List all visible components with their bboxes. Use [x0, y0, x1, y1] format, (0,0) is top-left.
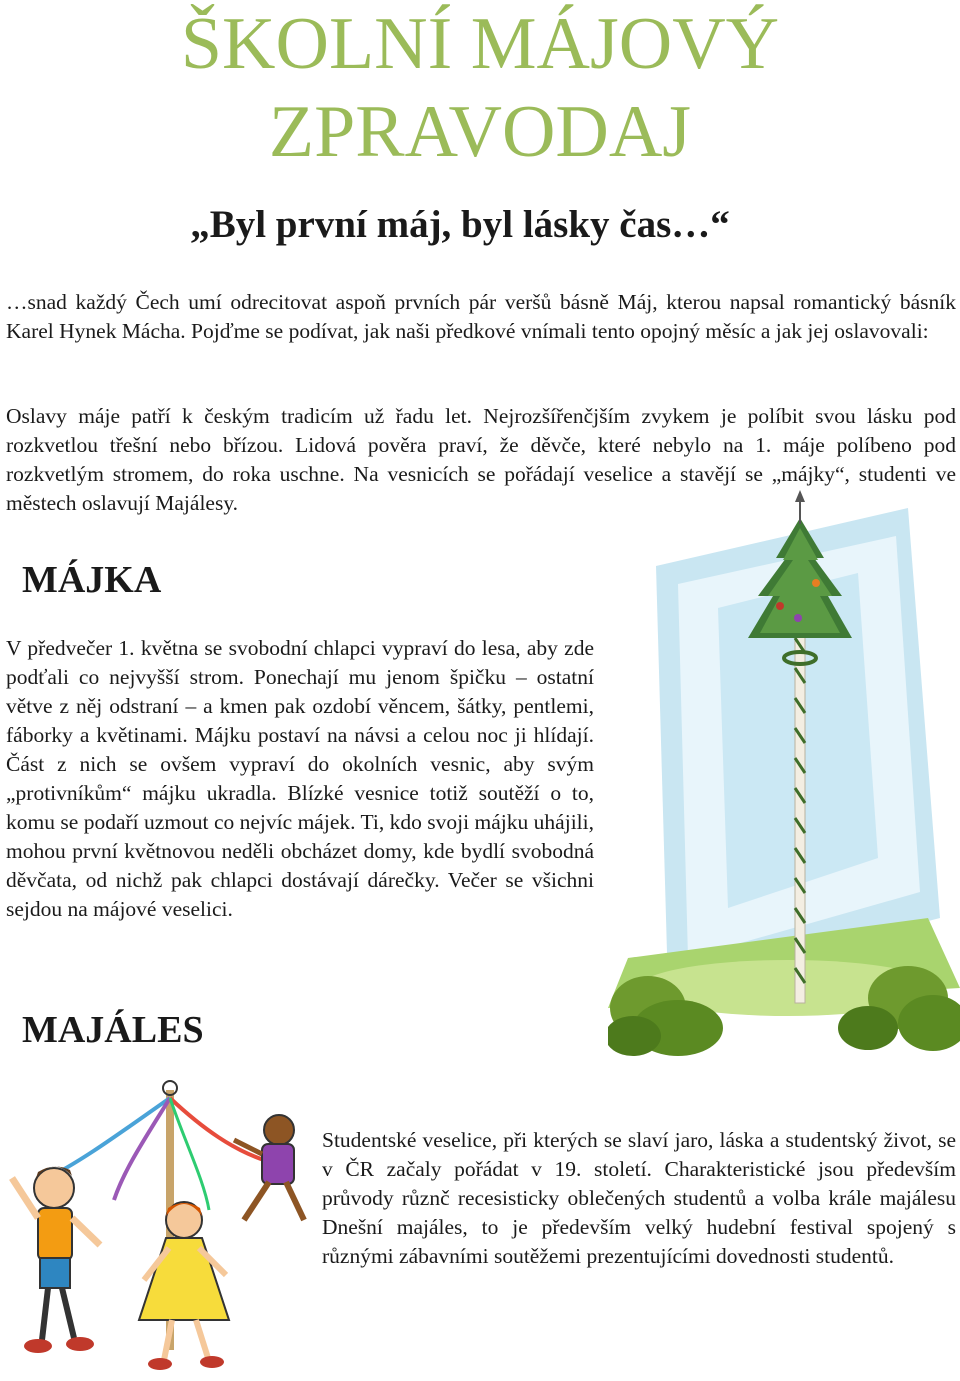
maypole-dancers-illustration [4, 1070, 314, 1376]
intro-paragraph-2: Oslavy máje patří k českým tradicím už řadu let. Nejrozšířenčjším zvykem je políbit svou lásku pod rozkvetlou třešní nebo břízou. Lidová pověra praví, že děvče, které nebylo na 1. máje políbeno pod rozkvetlým stromem, do roka uschne. Na vesnicích se pořádají veselice a stavějí se „májky“, studenti ve městech oslavují Majálesy. [6, 404, 956, 515]
title-line-2: ZPRAVODAJ [268, 91, 692, 173]
girl-purple-figure [234, 1115, 304, 1220]
majales-paragraph: Studentské veselice, při kterých se slaví jaro, láska a studentský život, se v ČR začaly pořádat v 19. století. Charakteristické jsou především průvody různč recesisticky oblečených studentů a volba krále majálesu Dnešní majáles, to je především velký hudební festival spojený s různými zábavními soutěžemi prezentujícími dovednosti studentů. [322, 1128, 956, 1268]
majka-paragraph: V předvečer 1. května se svobodní chlapci vypraví do lesa, aby zde podťali co nejvyšší strom. Ponechají mu jenom špičku – ostatní větve z něj odstraní – a kmen pak ozdobí věncem, šátky, pentlemi, fáborky a květinami. Májku postaví na návsi a celou noc ji hlídají. Část z nich se ovšem vypraví do okolních vesnic, aby svým „protivníkům“ májku ukradla. Blízké vesnice totiž soutěží o to, komu se podaří uzmout co nejvíc májek. Ti, kdo svoji májku uhájili, mohou první květnovou neděli obcházet domy, kde bydlí svobodná děvčata, od nichž pak chlapci dostávají dárečky. Večer se všichni sejdou na májové veselici. [6, 636, 594, 921]
title-line-1: ŠKOLNÍ MÁJOVÝ [180, 3, 780, 85]
boy-figure [12, 1166, 100, 1353]
girl-yellow-figure [139, 1202, 229, 1370]
intro-paragraph-1: …snad každý Čech umí odrecitovat aspoň prvních pár veršů básně Máj, kterou napsal romantický básník Karel Hynek Mácha. Pojďme se podívat, jak naši předkové vnímali tento opojný měsíc a jak jej oslavovali: [6, 290, 956, 343]
maypole-illustration [608, 488, 960, 1060]
majales-heading: MAJÁLES [22, 1009, 204, 1051]
subtitle: „Byl první máj, byl lásky čas…“ [190, 203, 730, 246]
majka-heading: MÁJKA [22, 559, 162, 601]
